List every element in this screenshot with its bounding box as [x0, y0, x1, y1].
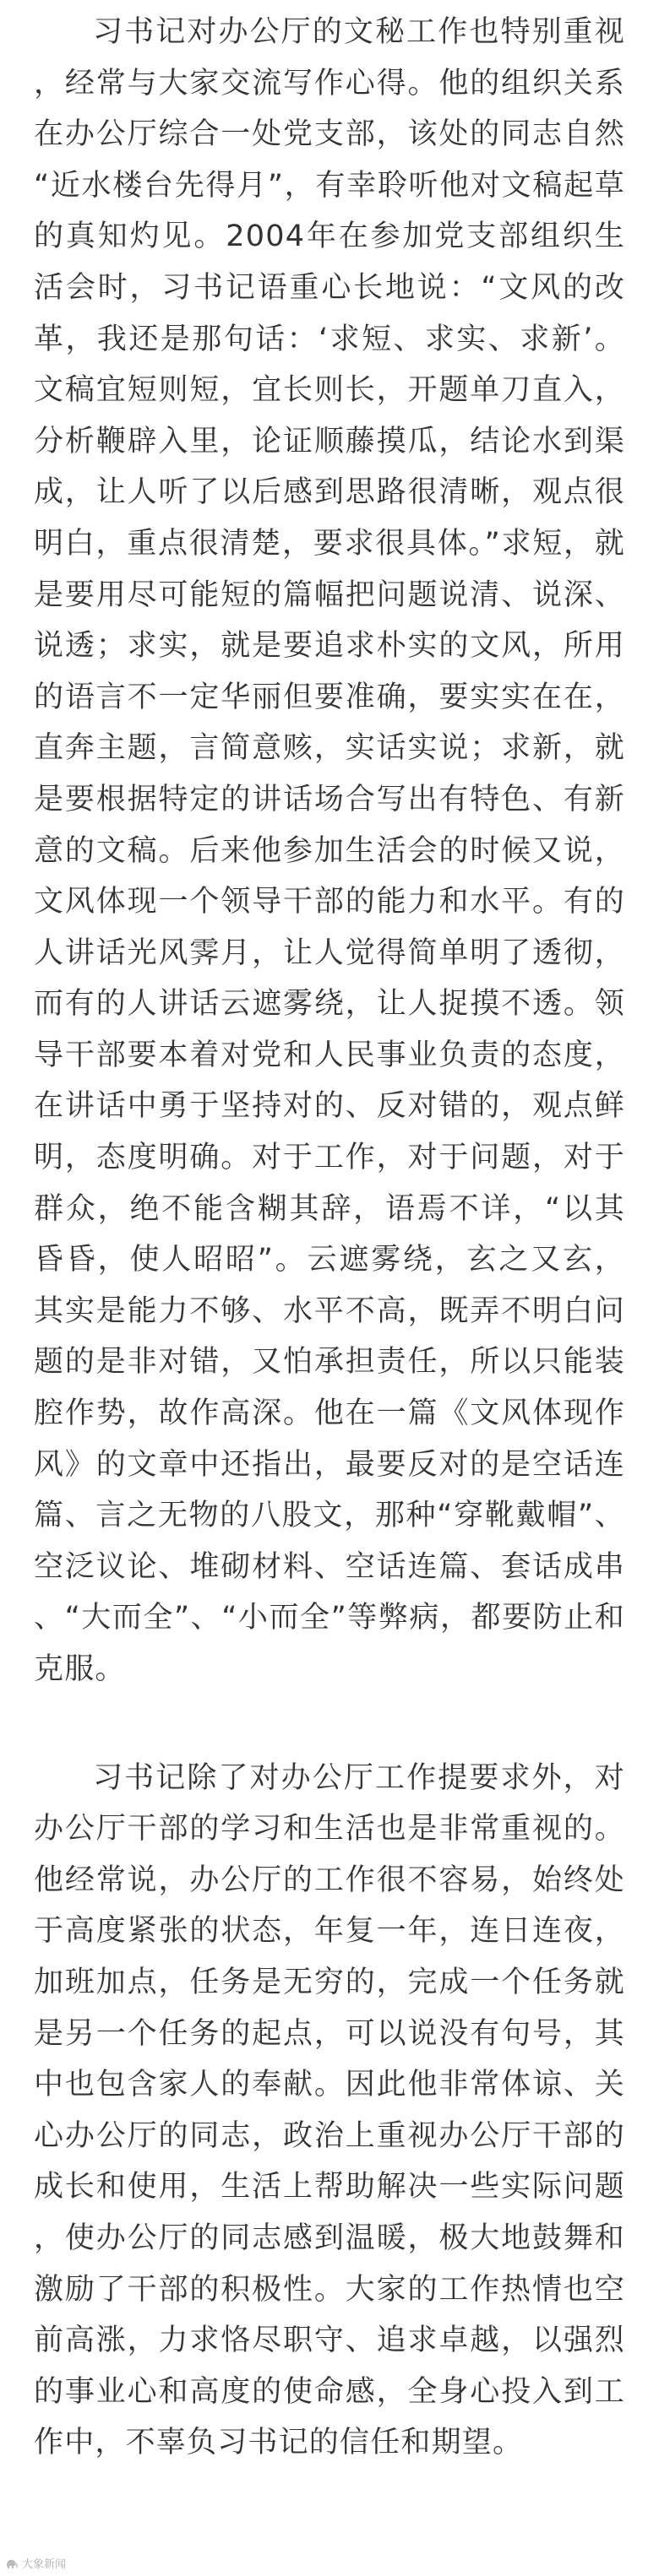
watermark — [5, 2555, 66, 2571]
paragraph-2: 习书记除了对办公厅工作提要求外，对办公厅干部的学习和生活也是非常重视的。他经常说，办公厅的工作很不容易，始终处于高度紧张的状态，年复一年，连日连夜，加班加点，任务是无穷的，完成一个任务就是另一个任务的起点，可以说没有句号，其中也包含家人的奉献。因此他非常体谅、关心办公厅的同志，政治上重视办公厅干部的成长和使用，生活上帮助解决一些实际问题，使办公厅的同志感到温暖，极大地鼓舞和激励了干部的积极性。大家的工作热情也空前高涨，力求恪尽职守、追求卓越，以强烈的事业心和高度的使命感，全身心投入到工作中，不辜负习书记的信任和期望。 — [34, 1760, 625, 2460]
watermark-text: 大象新闻 — [22, 2558, 67, 2571]
paragraph-1: 习书记对办公厅的文秘工作也特别重视，经常与大家交流写作心得。他的组织关系在办公厅综合一处党支部，该处的同志自然“近水楼台先得月”，有幸聆听他对文稿起草的真知灼见。2004年在参加党支部组织生活会时，习书记语重心长地说：“文风的改革，我还是那句话：‘求短、求实、求新’。文稿宜短则短，宜长则长，开题单刀直入，分析鞭辟入里，论证顺藤摸瓜，结论水到渠成，让人听了以后感到思路很清晰，观点很明白，重点很清楚，要求很具体。”求短，就是要用尽可能短的篇幅把问题说清、说深、说透；求实，就是要追求朴实的文风，所用的语言不一定华丽但要准确，要实实在在，直奔主题，言简意赅，实话实说；求新，就是要根据特定的讲话场合写出有特色、有新意的文稿。后来他参加生活会的时候又说，文风体现一个领导干部的能力和水平。有的人讲话光风霁月，让人觉得简单明了透彻，而有的人讲话云遮雾绕，让人捉摸不透。领导干部要本着对党和人民事业负责的态度，在讲话中勇于坚持对的、反对错的，观点鲜明，态度明确。对于工作，对于问题，对于群众，绝不能含糊其辞，语焉不详，“以其昏昏，使人昭昭”。云遮雾绕，玄之又玄，其实是能力不够、水平不高，既弄不明白问题的是非对错，又怕承担责任，所以只能装腔作势，故作高深。他在一篇《文风体现作风》的文章中还指出，最要反对的是空话连篇、言之无物的八股文，那种“穿靴戴帽”、空泛议论、堆砌材料、空话连篇、套话成串、“大而全”、“小而全”等弊病，都要防止和克服。 — [34, 15, 625, 1686]
article-body — [34, 0, 625, 2469]
elephant-logo-icon — [5, 2557, 19, 2569]
